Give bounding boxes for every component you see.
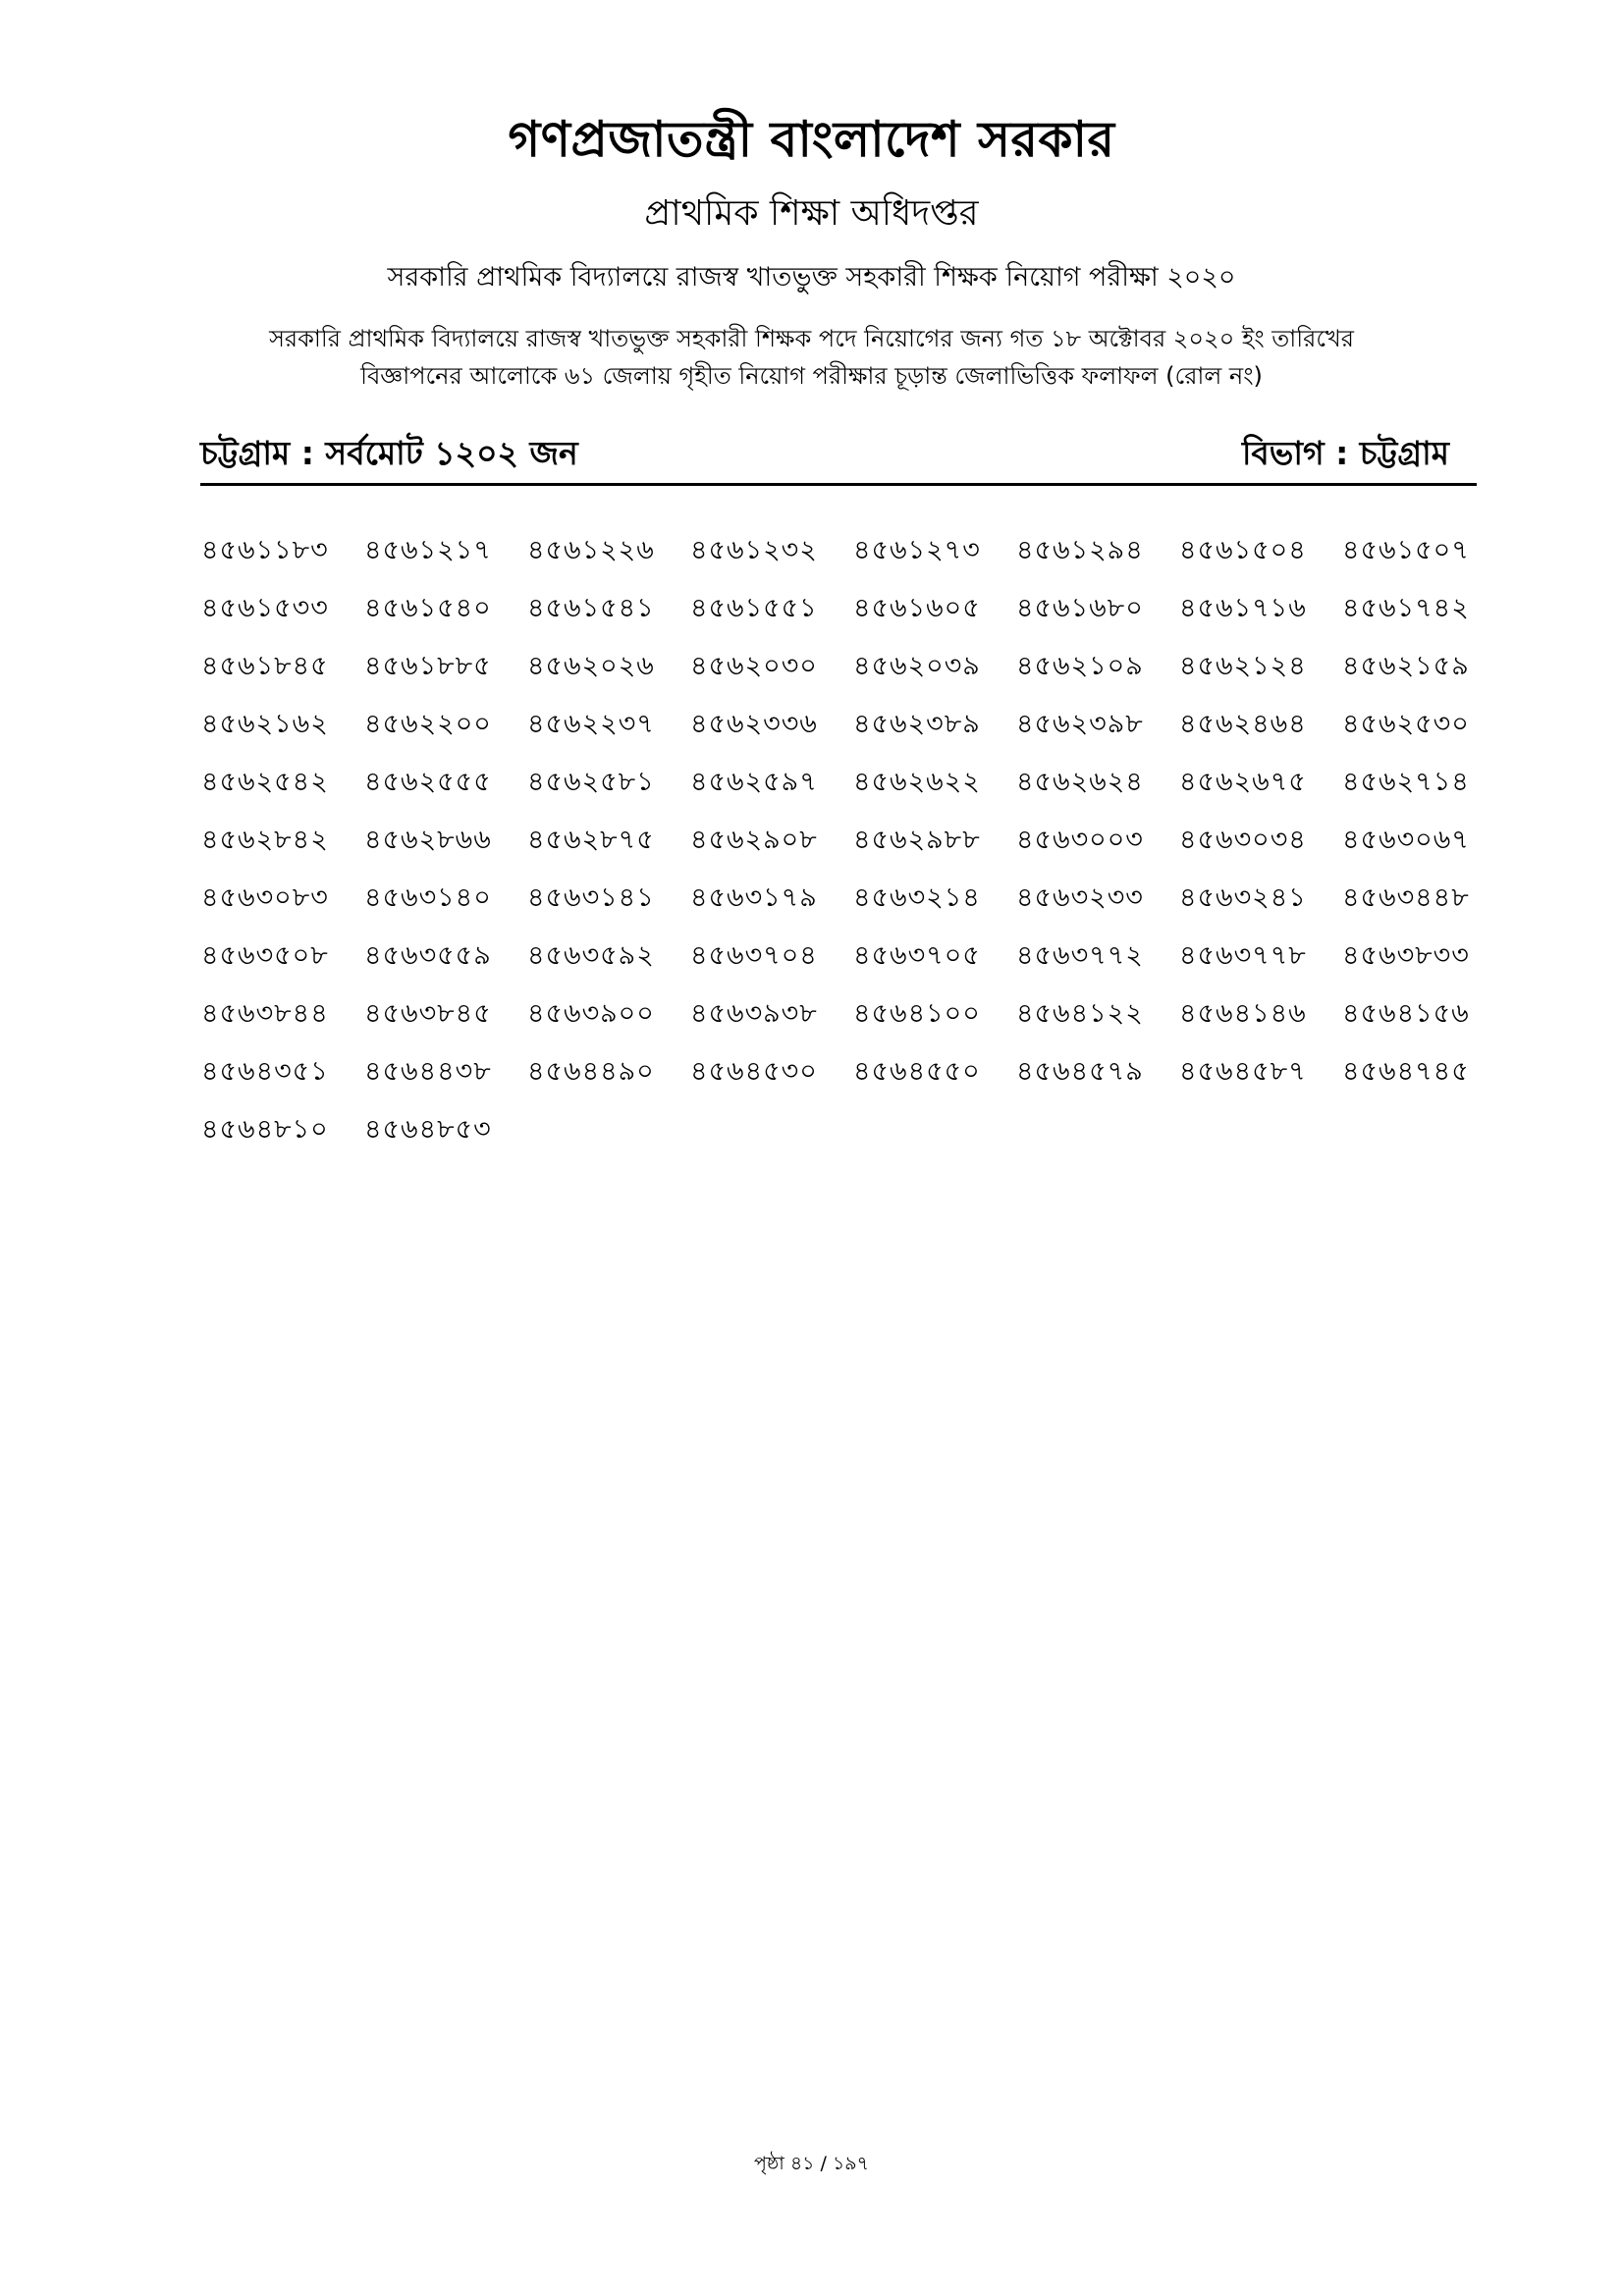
roll-number: ৪৫৬২৫৫৫ xyxy=(364,767,492,797)
roll-number: ৪৫৬৪৪৯০ xyxy=(527,1056,655,1087)
roll-number: ৪৫৬৩৮৪৪ xyxy=(201,998,329,1029)
roll-number: ৪৫৬২৭১৪ xyxy=(1342,767,1470,797)
roll-number: ৪৫৬১৭৪২ xyxy=(1342,593,1470,623)
roll-number: ৪৫৬২৩৮৯ xyxy=(853,709,981,739)
roll-number: ৪৫৬২১৫৯ xyxy=(1342,651,1470,681)
page-number: পৃষ্ঠা ৪১ / ১৯৭ xyxy=(754,2153,869,2174)
roll-number: ৪৫৬২৩৯৮ xyxy=(1016,709,1144,739)
roll-number: ৪৫৬৪১৫৬ xyxy=(1342,998,1470,1029)
description-line-1: সরকারি প্রাথমিক বিদ্যালয়ে রাজস্ব খাতভুক্ত সহকারী শিক্ষক পদে নিয়োগের জন্য গত ১৮ অক্টোবর ২০২০ ইং তারিখের xyxy=(269,325,1354,352)
roll-number: ৪৫৬৪৭৪৫ xyxy=(1342,1056,1470,1087)
roll-number: ৪৫৬১১৮৩ xyxy=(201,535,329,565)
roll-number: ৪৫৬৩৯৩৮ xyxy=(690,998,818,1029)
roll-number: ৪৫৬১২৭৩ xyxy=(853,535,981,565)
roll-number: ৪৫৬২৯৮৮ xyxy=(853,825,981,855)
exam-title: সরকারি প্রাথমিক বিদ্যালয়ে রাজস্ব খাতভুক্ত সহকারী শিক্ষক নিয়োগ পরীক্ষা ২০২০ xyxy=(387,262,1236,293)
department-title: প্রাথমিক শিক্ষা অধিদপ্তর xyxy=(644,193,979,234)
roll-number: ৪৫৬১৭১৬ xyxy=(1179,593,1307,623)
roll-number: ৪৫৬২৫৯৭ xyxy=(690,767,818,797)
roll-number: ৪৫৬৪৫৮৭ xyxy=(1179,1056,1307,1087)
district-total: চট্টগ্রাম : সর্বমোট ১২০২ জন xyxy=(200,434,578,472)
roll-number: ৪৫৬২৩৩৬ xyxy=(690,709,818,739)
description-line-2: বিজ্ঞাপনের আলোকে ৬১ জেলায় গৃহীত নিয়োগ পরীক্ষার চূড়ান্ত জেলাভিত্তিক ফলাফল (রোল নং) xyxy=(360,362,1263,390)
roll-number: ৪৫৬২৬২৪ xyxy=(1016,767,1144,797)
roll-number: ৪৫৬১৫৪১ xyxy=(527,593,655,623)
roll-number: ৪৫৬২৪৬৪ xyxy=(1179,709,1307,739)
roll-number: ৪৫৬৩১৪১ xyxy=(527,882,655,913)
roll-number: ৪৫৬৪১৪৬ xyxy=(1179,998,1307,1029)
roll-number: ৪৫৬১৫৫১ xyxy=(690,593,818,623)
roll-number: ৪৫৬১৮৮৫ xyxy=(364,651,492,681)
roll-number: ৪৫৬৪১০০ xyxy=(853,998,981,1029)
roll-number: ৪৫৬৪৩৫১ xyxy=(201,1056,329,1087)
roll-number: ৪৫৬২১২৪ xyxy=(1179,651,1307,681)
roll-number: ৪৫৬১৮৪৫ xyxy=(201,651,329,681)
roll-number: ৪৫৬১২১৭ xyxy=(364,535,492,565)
roll-number: ৪৫৬৩৫৫৯ xyxy=(364,940,492,971)
roll-number: ৪৫৬২৫৪২ xyxy=(201,767,329,797)
roll-number-grid xyxy=(201,535,1497,1172)
government-title: গণপ্রজাতন্ত্রী বাংলাদেশ সরকার xyxy=(508,111,1115,168)
roll-number: ৪৫৬৩৭৭৮ xyxy=(1179,940,1307,971)
roll-number: ৪৫৬৪৫৫০ xyxy=(853,1056,981,1087)
roll-number: ৪৫৬৩০৩৪ xyxy=(1179,825,1307,855)
roll-number: ৪৫৬৩০৬৭ xyxy=(1342,825,1470,855)
roll-number: ৪৫৬২৬৭৫ xyxy=(1179,767,1307,797)
roll-number: ৪৫৬১২৯৪ xyxy=(1016,535,1144,565)
roll-number: ৪৫৬৩৮৪৫ xyxy=(364,998,492,1029)
roll-number: ৪৫৬১২৩২ xyxy=(690,535,818,565)
roll-number: ৪৫৬২৮৭৫ xyxy=(527,825,655,855)
roll-number: ৪৫৬২৫৩০ xyxy=(1342,709,1470,739)
roll-number: ৪৫৬৩১৭৯ xyxy=(690,882,818,913)
roll-number: ৪৫৬৩০৮৩ xyxy=(201,882,329,913)
roll-number: ৪৫৬১২২৬ xyxy=(527,535,655,565)
roll-number: ৪৫৬১৬০৫ xyxy=(853,593,981,623)
roll-number: ৪৫৬৪৫৭৯ xyxy=(1016,1056,1144,1087)
division-name: বিভাগ : চট্টগ্রাম xyxy=(1241,434,1449,472)
roll-number: ৪৫৬২২০০ xyxy=(364,709,492,739)
roll-number: ৪৫৬২০৩৯ xyxy=(853,651,981,681)
roll-number: ৪৫৬২৮৪২ xyxy=(201,825,329,855)
roll-number: ৪৫৬৩২৩৩ xyxy=(1016,882,1144,913)
district-header xyxy=(200,424,1477,486)
roll-number: ৪৫৬১৫৪০ xyxy=(364,593,492,623)
roll-number: ৪৫৬১৫০৪ xyxy=(1179,535,1307,565)
roll-number: ৪৫৬৩২১৪ xyxy=(853,882,981,913)
roll-number: ৪৫৬৩২৪১ xyxy=(1179,882,1307,913)
roll-number: ৪৫৬২০২৬ xyxy=(527,651,655,681)
roll-number: ৪৫৬৩৭০৫ xyxy=(853,940,981,971)
roll-number: ৪৫৬৩৮৩৩ xyxy=(1342,940,1470,971)
roll-number: ৪৫৬১৫০৭ xyxy=(1342,535,1470,565)
roll-number: ৪৫৬৩৪৪৮ xyxy=(1342,882,1470,913)
roll-number: ৪৫৬২১০৯ xyxy=(1016,651,1144,681)
roll-number: ৪৫৬৩৫০৮ xyxy=(201,940,329,971)
roll-number: ৪৫৬৩৭০৪ xyxy=(690,940,818,971)
roll-number: ৪৫৬১৫৩৩ xyxy=(201,593,329,623)
roll-number: ৪৫৬৩৭৭২ xyxy=(1016,940,1144,971)
roll-number: ৪৫৬৩৯০০ xyxy=(527,998,655,1029)
roll-number: ৪৫৬৪১২২ xyxy=(1016,998,1144,1029)
roll-number: ৪৫৬৪৪৩৮ xyxy=(364,1056,492,1087)
roll-number: ৪৫৬৪৮১০ xyxy=(201,1114,329,1145)
roll-number: ৪৫৬২৫৮১ xyxy=(527,767,655,797)
roll-number: ৪৫৬২৮৬৬ xyxy=(364,825,492,855)
roll-number: ৪৫৬৩১৪০ xyxy=(364,882,492,913)
roll-number: ৪৫৬৩৫৯২ xyxy=(527,940,655,971)
roll-number: ৪৫৬২১৬২ xyxy=(201,709,329,739)
roll-number: ৪৫৬১৬৮০ xyxy=(1016,593,1144,623)
roll-number: ৪৫৬৪৮৫৩ xyxy=(364,1114,492,1145)
roll-number: ৪৫৬২৯০৮ xyxy=(690,825,818,855)
roll-number: ৪৫৬৩০০৩ xyxy=(1016,825,1144,855)
roll-number: ৪৫৬২৬২২ xyxy=(853,767,981,797)
roll-number: ৪৫৬২২৩৭ xyxy=(527,709,655,739)
roll-number: ৪৫৬৪৫৩০ xyxy=(690,1056,818,1087)
roll-number: ৪৫৬২০৩০ xyxy=(690,651,818,681)
